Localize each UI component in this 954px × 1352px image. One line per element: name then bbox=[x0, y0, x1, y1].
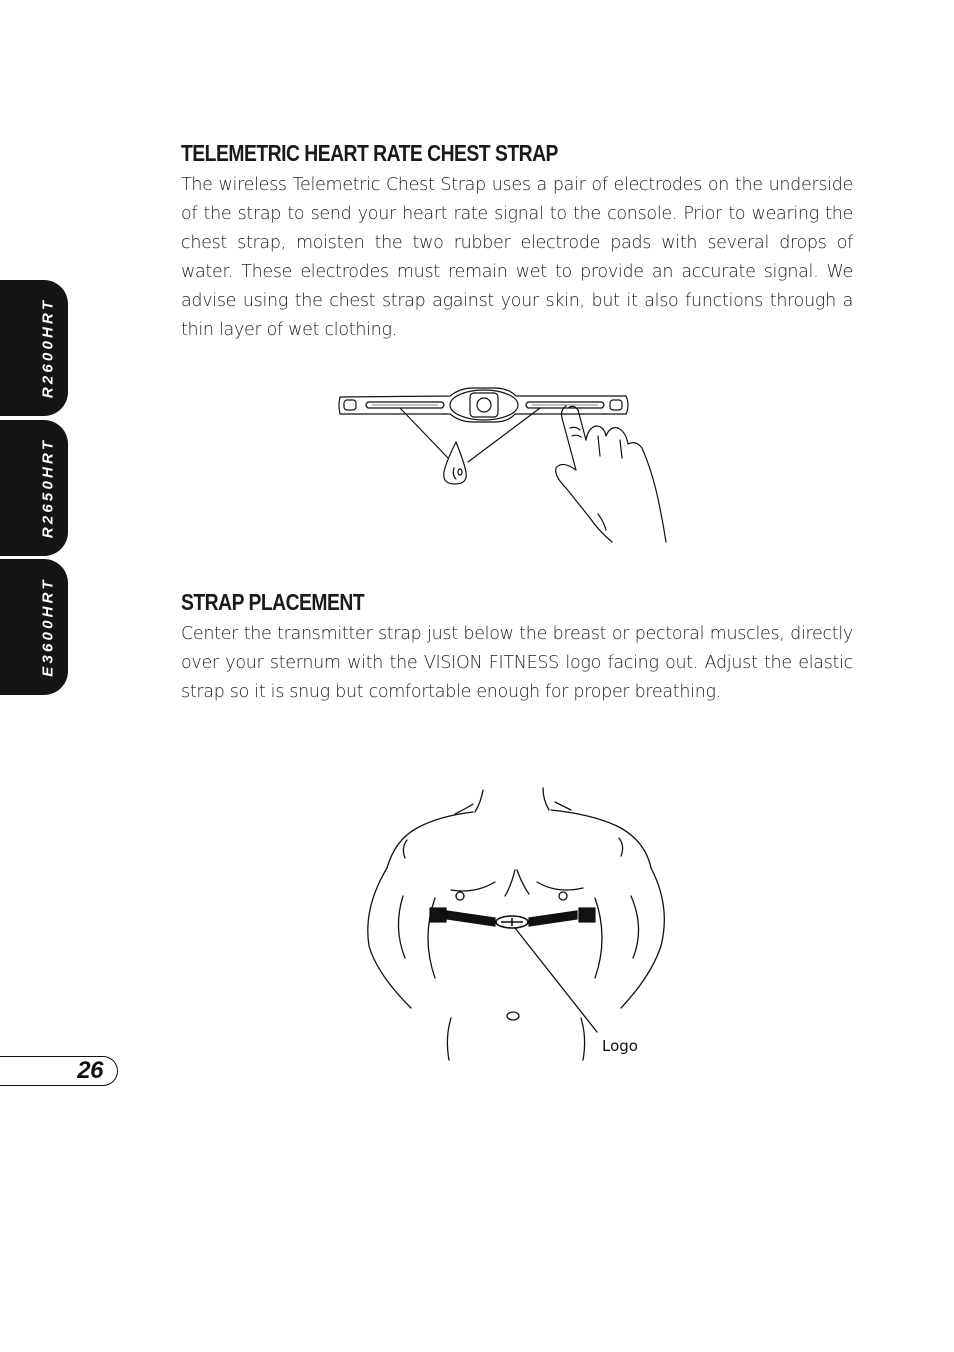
logo-callout-label: Logo bbox=[602, 1037, 638, 1055]
page-number: 26 bbox=[77, 1057, 103, 1084]
strap-placement-torso-illustration bbox=[355, 778, 675, 1068]
section-body-strap-placement: Center the transmitter strap just below the breast or pectoral muscles, directly over your sternum with the VISION FITNESS logo facing out. Adjust the elastic strap so it is snug but comfortable enough for proper breathing. bbox=[181, 624, 853, 702]
model-tab-r2650hrt bbox=[0, 420, 68, 556]
model-tab-e3600hrt bbox=[0, 559, 68, 695]
section-body-chest-strap: The wireless Telemetric Chest Strap uses a pair of electrodes on the underside of the strap to send your heart rate signal to the console. Prior to wearing the chest strap, moisten the two rubber electrode pads with several drops of water. These electrodes must remain wet to provide an accurate signal. We advise using the chest strap against your skin, but it also functions through a thin layer of wet clothing. bbox=[181, 175, 853, 340]
section-heading-strap-placement: STRAP PLACEMENT bbox=[181, 589, 365, 615]
model-tab-r2600hrt bbox=[0, 280, 68, 416]
model-tab-label: E3600HRT bbox=[39, 577, 57, 677]
page-number-tab bbox=[0, 1056, 118, 1086]
section-heading-chest-strap: TELEMETRIC HEART RATE CHEST STRAP bbox=[181, 140, 558, 166]
chest-strap-moistening-illustration bbox=[330, 380, 670, 550]
model-tab-label: R2650HRT bbox=[39, 437, 57, 539]
model-tab-label: R2600HRT bbox=[39, 297, 57, 399]
